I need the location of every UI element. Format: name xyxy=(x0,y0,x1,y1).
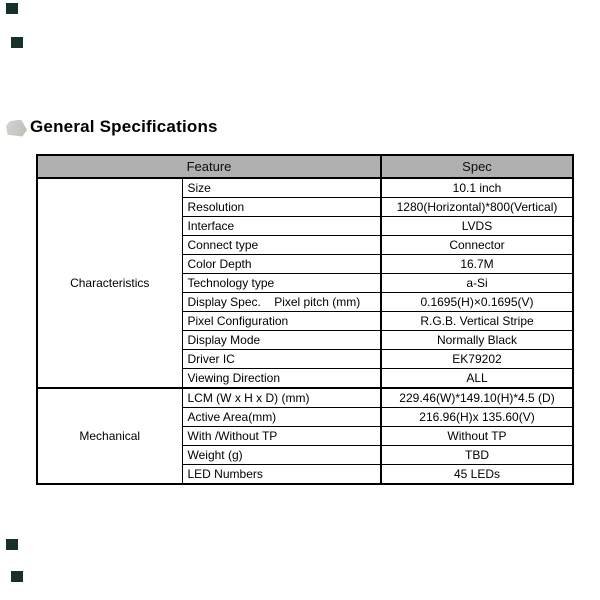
spec-cell: a-Si xyxy=(381,274,573,293)
spec-cell: EK79202 xyxy=(381,350,573,369)
spec-cell: Connector xyxy=(381,236,573,255)
feature-cell: Size xyxy=(182,178,381,198)
scan-artifact-mark xyxy=(11,571,23,582)
spec-cell: ALL xyxy=(381,369,573,389)
spec-cell: LVDS xyxy=(381,217,573,236)
dog-ear-bullet-icon xyxy=(6,120,27,137)
feature-cell: LED Numbers xyxy=(182,465,381,485)
table-row xyxy=(37,178,573,198)
header-row xyxy=(37,155,573,178)
feature-cell: Viewing Direction xyxy=(182,369,381,389)
scan-artifact-mark xyxy=(6,539,18,550)
spec-table-body xyxy=(37,178,573,484)
feature-cell: Pixel Configuration xyxy=(182,312,381,331)
spec-table-container xyxy=(36,154,574,485)
feature-cell: Weight (g) xyxy=(182,446,381,465)
feature-cell: Driver IC xyxy=(182,350,381,369)
feature-cell: Display Mode xyxy=(182,331,381,350)
feature-cell: Active Area(mm) xyxy=(182,408,381,427)
spec-cell: 229.46(W)*149.10(H)*4.5 (D) xyxy=(381,388,573,408)
spec-cell: TBD xyxy=(381,446,573,465)
column-header-spec: Spec xyxy=(381,155,573,178)
category-cell: Characteristics xyxy=(37,178,182,388)
feature-cell: Display Spec. Pixel pitch (mm) xyxy=(182,293,381,312)
spec-table xyxy=(36,154,574,485)
feature-cell: Connect type xyxy=(182,236,381,255)
section-title-row xyxy=(6,117,218,137)
scan-artifact-mark xyxy=(6,3,18,14)
feature-cell: LCM (W x H x D) (mm) xyxy=(182,388,381,408)
page-title: General Specifications xyxy=(30,117,218,136)
table-row xyxy=(37,388,573,408)
feature-cell: Technology type xyxy=(182,274,381,293)
scan-artifact-mark xyxy=(11,37,23,48)
feature-cell: Color Depth xyxy=(182,255,381,274)
spec-cell: 1280(Horizontal)*800(Vertical) xyxy=(381,198,573,217)
spec-cell: 0.1695(H)×0.1695(V) xyxy=(381,293,573,312)
feature-cell: With /Without TP xyxy=(182,427,381,446)
spec-cell: Normally Black xyxy=(381,331,573,350)
spec-cell: Without TP xyxy=(381,427,573,446)
feature-cell: Interface xyxy=(182,217,381,236)
spec-cell: 45 LEDs xyxy=(381,465,573,485)
category-cell: Mechanical xyxy=(37,388,182,484)
spec-cell: 216.96(H)x 135.60(V) xyxy=(381,408,573,427)
feature-cell: Resolution xyxy=(182,198,381,217)
spec-cell: 16.7M xyxy=(381,255,573,274)
column-header-feature: Feature xyxy=(37,155,381,178)
spec-cell: 10.1 inch xyxy=(381,178,573,198)
spec-cell: R.G.B. Vertical Stripe xyxy=(381,312,573,331)
